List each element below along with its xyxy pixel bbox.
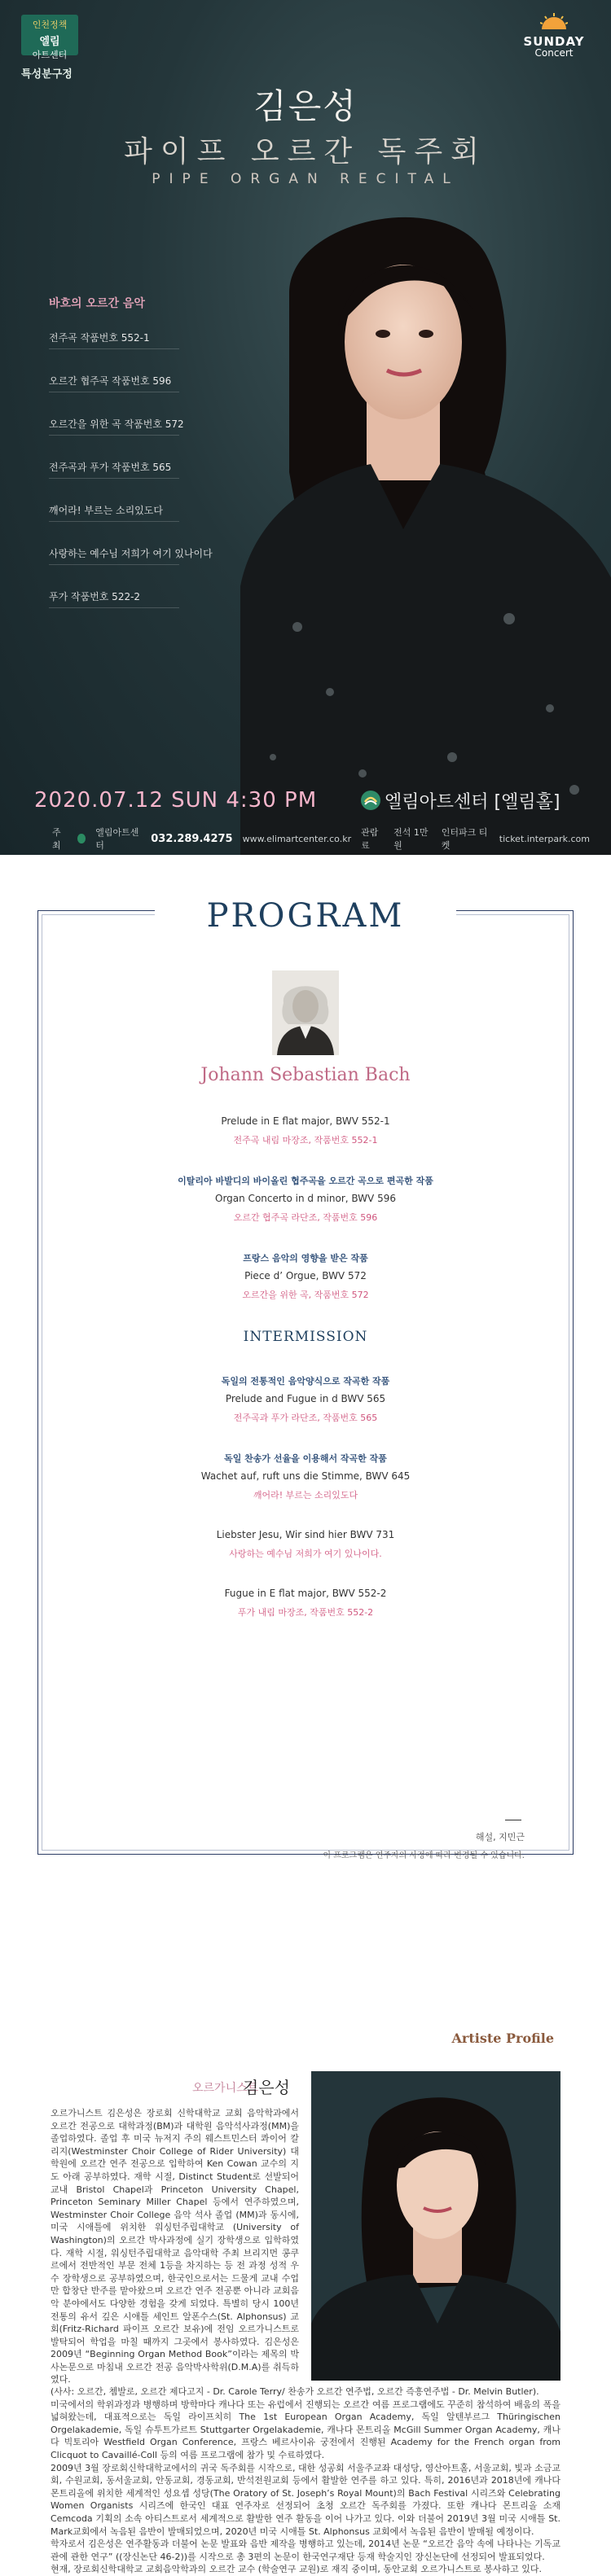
program-section (0, 855, 611, 2027)
profile-photo (311, 2071, 560, 2381)
piece-title: Prelude and Fugue in d BWV 565 (225, 1393, 386, 1404)
intermission-label: INTERMISSION (243, 1329, 368, 1345)
concert-date: 2020.07.12 SUN 4:30 PM (34, 788, 318, 813)
composer-name: Johann Sebastian Bach (200, 1065, 411, 1085)
bach-portrait-image (272, 970, 339, 1055)
program-title: PROGRAM (206, 897, 405, 935)
program-piece (0, 1115, 611, 1146)
poster-footer-info (52, 826, 590, 852)
bio-paragraph: 2009년 3월 장로회신학대학교에서의 귀국 독주회를 시작으로, 대한 성공회 서울주교좌 대성당, 영산아트홀, 서울교회, 빛과 소금교회, 수원교회, 동서울교회, 안동교회, 경동교회, 반석전원교회 등에서 활발한 연주를 하고 있다. 특히, 2016년과 2018년에 캐나다 몬트리올에 위치한 세계적인 성요셉 성당(The Oratory of St. Joseph’s Royal Mount)의 Bach Festival 시리즈와 Celebrating Women Organists 시리즈에 한국인 대표 연주자로 선정되어 초청 오르간 독주회를 가졌다. 또한 캐나다 몬트리올 소재 Cemcoda 기획의 소속 아티스트로서 세계적으로 활발한 연주 활동을 이어 나가고 있다. 이와 더불어 2019년 3월 미국 시애틀 St. Mark교회에서 녹음된 음반이 발매되었으며, 2020년 미국 시애틀 St. Alphonsus 교회에서 녹음된 음반이 발매될 예정이다. (51, 2462, 560, 2537)
repertoire-heading: 바흐의 오르간 음악 (49, 297, 145, 310)
venue-logo-icon (360, 790, 381, 811)
piece-title: Organ Concerto in d minor, BWV 596 (215, 1193, 396, 1204)
piece-title: Fugue in E flat major, BWV 552-2 (224, 1588, 387, 1599)
bio-paragraph: (사사: 오르간, 쳄발로, 오르간 제다고지 - Dr. Carole Terry/ 찬송가 오르간 연주법, 오르간 즉흥연주법 - Dr. Melvin Butler). (51, 2386, 539, 2397)
repertoire-item: 깨어라! 부르는 소리있도다 (49, 503, 269, 546)
badge-line-3: 아트센터 (32, 50, 68, 60)
badge-line-2: 엘림 (39, 36, 60, 48)
ticket-site-link[interactable]: ticket.interpark.com (499, 833, 590, 844)
sun-icon (540, 13, 568, 31)
piece-korean-title: 깨어라! 부르는 소리있도다 (253, 1490, 358, 1500)
repertoire-item: 푸가 작품번호 522-2 (49, 589, 269, 633)
host-label: 주최 (52, 827, 61, 851)
sunday-concert-logo (521, 13, 587, 59)
piece-title: Wachet auf, ruft uns die Stimme, BWV 645 (200, 1470, 411, 1482)
program-piece (0, 1452, 611, 1501)
recital-title: 파이프 오르간 독주회 (124, 135, 487, 169)
piece-title: Liebster Jesu, Wir sind hier BWV 731 (216, 1529, 395, 1540)
profile-role: 오르가니스트 (192, 2082, 259, 2095)
repertoire-item: 전주곡과 푸가 작품번호 565 (49, 460, 269, 503)
elim-badge-logo (21, 15, 78, 60)
recital-title-english: PIPE ORGAN RECITAL (152, 171, 459, 187)
piece-korean-title: 푸가 내림 마장조, 작품번호 552-2 (237, 1607, 374, 1618)
profile-name: 김은성 (243, 2078, 290, 2097)
website-link[interactable]: www.elimartcenter.co.kr (242, 833, 352, 844)
program-change-disclaimer: 이 프로그램은 연주자의 사정에 따라 변경될 수 있습니다. (323, 1851, 525, 1860)
profile-bio-continued (51, 2385, 560, 2576)
program-piece (0, 1588, 611, 1619)
concert-label: Concert (534, 47, 574, 59)
repertoire-item: 사랑하는 예수님 저희가 여기 있나이다 (49, 546, 269, 589)
piece-korean-title: 오르간 협주곡 라단조, 작품번호 596 (233, 1212, 378, 1223)
contact-phone: 032.289.4275 (151, 832, 233, 845)
piece-title: Piece d’ Orgue, BWV 572 (244, 1270, 367, 1281)
piece-korean-title: 전주곡 내림 마장조, 작품번호 552-1 (233, 1135, 378, 1146)
repertoire-item: 오르간을 위한 곡 작품번호 572 (49, 417, 269, 460)
program-title-wrap (155, 897, 456, 935)
badge-line-1: 인천정책 (32, 20, 68, 30)
bio-paragraph: 오르가니스트 김은성은 장로회 신학대학교 교회 음악학과에서 오르간 전공으로 대학과정(BM)과 대학원 음악석사과정(MM)을 졸업하였다. 졸업 후 미국 뉴저지 주의 웨스트민스터 콰이어 칼리지(Westminster Choir College of Rider University) 대학원에 오르간 연주 전공으로 입학하여 Ken Cowan 교수의 지도 아래 공부하였다. 재학 시절, Distinct Student로 선발되어 교내 Bristol Chapel과 Princeton University Chapel, Princeton Seminary Miller Chapel 등에서 연주하였으며, Westminster Choir College 음악 석사 졸업 (MM)과 동시에, 미국 시애틀에 위치한 워싱턴주립대학교 (University of Washington)의 오르간 박사과정에 실기 장학생으로 입학하였다. 재학 시절, 워싱턴주립대학교 음악대학 주최 브리지먼 콩쿠르에서 전반적인 부문 전체 1등을 차지하는 등 전 과정 성적 우수 장학생으로 공부하였으며, 한국인으로서는 드물게 교내 수업만 합창단 반주를 맡아왔으며 오르간 연주 전공뿐 아니라 교회음악 분야에서도 다양한 경험을 갖게 되었다. 특별히 당시 100년 전통의 유서 깊은 시애틀 세인트 알폰수스(St. Alphonsus) 교회(Fritz-Richard 파이프 오르간 보유)에 전임 오르가니스트로 발탁되어 학업을 마칠 때까지 그곳에서 봉사하였다. 김은성은 2009년 “Beginning Organ Method Book”이라는 제목의 박사논문으로 마침내 오르간 전공 음악박사학위(D.M.A)를 취득하였다. (51, 2108, 299, 2385)
piece-korean-title: 오르간을 위한 곡, 작품번호 572 (242, 1290, 369, 1300)
concert-venue: 엘림아트센터 [엘림홀] (385, 792, 560, 813)
piece-title: Prelude in E flat major, BWV 552-1 (221, 1115, 390, 1127)
host-name: 엘림아트센터 (95, 827, 139, 851)
program-note-author: 해설, 지민근 (475, 1832, 525, 1842)
program-piece (0, 1174, 611, 1224)
performer-name-title: 김은성 (253, 86, 358, 126)
program-piece (0, 1374, 611, 1424)
bio-paragraph: 학자로서 김은성은 연주활동과 더불어 논문 발표와 음반 제작을 병행하고 있는데, 2014년 논문 “오르간 음악 속에 나타나는 기독교관에 관한 연구” ((장신논단 46-2))를 시작으로 총 3편의 논문이 한국연구재단 등재 학술지인 장신논단에 선정되어 발표되었다. (51, 2539, 560, 2562)
host-logo-icon (77, 834, 86, 843)
sunday-label: SUNDAY (523, 34, 585, 49)
badge-subtitle: 특성분구정 (21, 68, 73, 81)
ticket-price: 전석 1만원 (393, 827, 429, 851)
program-piece (0, 1529, 611, 1560)
artiste-profile-section (0, 2027, 611, 2576)
repertoire-item: 오르간 협주곡 작품번호 596 (49, 374, 269, 417)
piece-description: 프랑스 음악의 영향을 받은 작품 (243, 1253, 368, 1264)
piece-korean-title: 사랑하는 예수님 저희가 여기 있나이다. (229, 1549, 382, 1559)
program-piece-list (0, 1115, 611, 1646)
profile-heading: Artiste Profile (451, 2031, 554, 2046)
piece-description: 독일 찬송가 선율을 이용해서 작곡한 작품 (224, 1453, 387, 1464)
ticket-label: 관람료 (361, 827, 379, 851)
repertoire-item: 전주곡 작품번호 552-1 (49, 331, 269, 374)
piece-korean-title: 전주곡과 푸가 라단조, 작품번호 565 (233, 1413, 378, 1423)
bio-paragraph: 미국에서의 학위과정과 병행하며 방학마다 캐나다 또는 유럽에서 진행되는 오르간 여름 프로그램에도 꾸준히 참석하여 배움의 폭을 넓혀왔는데, 대표적으로는 독일 라이프치히 The 1st European Organ Academy, 독일 알텐부르그 Thüringischen Orgelakademie, 독일 슈투트가르트 Stuttgarter Orgelakademie, 캐나다 몬트리올 McGill Summer Organ Academy, 캐나다 빅토리아 Westfield Organ Conference, 프랑스 베르사이유 궁전에서 진행된 Academy for the French organ from Clicquot to Cavaillé-Coll 등의 여름 프로그램에 참가 및 수료하였다. (51, 2399, 560, 2460)
bio-paragraph: 현재, 장로회신학대학교 교회음악학과의 오르간 교수 (학술연구 교원)로 재직 중이며, 동안교회 오르가니스트로 봉사하고 있다. (51, 2564, 542, 2575)
ticket-seller: 인터파크 티켓 (441, 827, 488, 851)
repertoire-list (49, 295, 269, 633)
concert-poster-hero (0, 0, 611, 855)
performer-portrait (240, 204, 611, 855)
program-piece (0, 1251, 611, 1301)
piece-description: 이탈리아 바발디의 바이올린 협주곡을 오르간 곡으로 편곡한 작품 (178, 1176, 433, 1186)
piece-description: 독일의 전통적인 음악양식으로 작곡한 작품 (221, 1376, 390, 1387)
profile-bio-intro (51, 2107, 299, 2386)
